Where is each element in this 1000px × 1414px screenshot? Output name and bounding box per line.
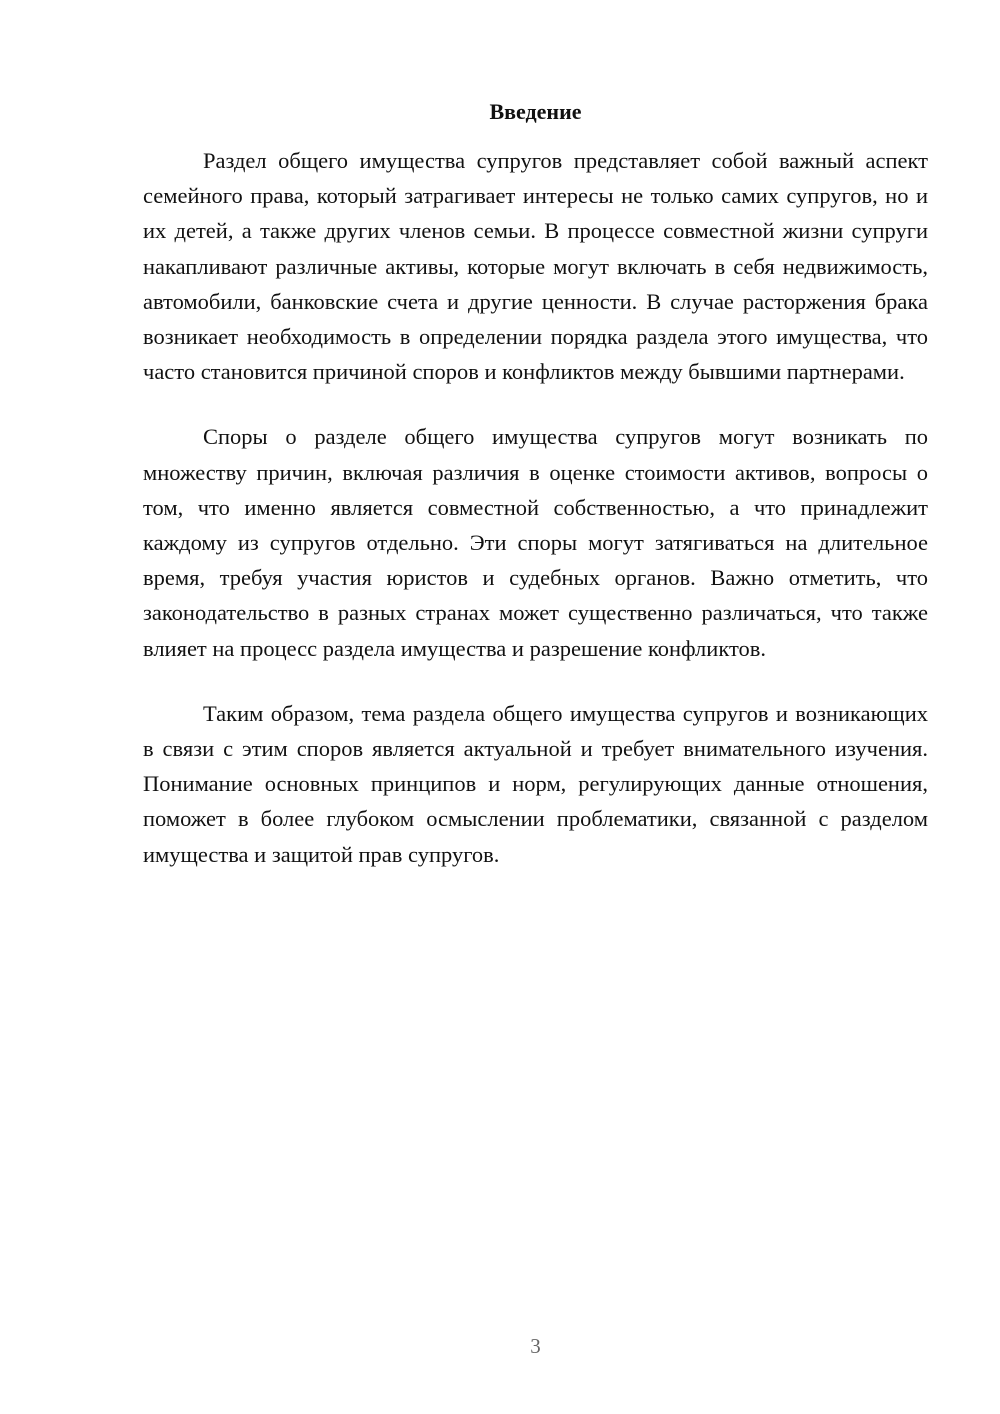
paragraph-1: Раздел общего имущества супругов представляет собой важный аспект семейного права, который затрагивает интересы не только самих супругов, но и их детей, а также других членов семьи. В процессе совместной жизни супруги накапливают различные активы, которые могут включать в себя недвижимость, автомобили, банковские счета и другие ценности. В случае расторжения брака возникает необходимость в определении порядка раздела этого имущества, что часто становится причиной споров и конфликтов между бывшими партнерами. <box>143 148 928 385</box>
document-body <box>143 143 928 902</box>
paragraph-3: Таким образом, тема раздела общего имущества супругов и возникающих в связи с этим споров является актуальной и требует внимательного изучения. Понимание основных принципов и норм, регулирующих данные отношения, поможет в более глубоком осмыслении проблематики, связанной с разделом имущества и защитой прав супругов. <box>143 700 928 867</box>
page-number: 3 <box>530 1334 541 1358</box>
section-heading: Введение <box>489 99 582 124</box>
paragraph-2: Споры о разделе общего имущества супругов могут возникать по множеству причин, включая различия в оценке стоимости активов, вопросы о том, что именно является совместной собственностью, а что принадлежит каждому из супругов отдельно. Эти споры могут затягиваться на длительное время, требуя участия юристов и судебных органов. Важно отметить, что законодательство в разных странах может существенно различаться, что также влияет на процесс раздела имущества и разрешение конфликтов. <box>143 424 928 661</box>
